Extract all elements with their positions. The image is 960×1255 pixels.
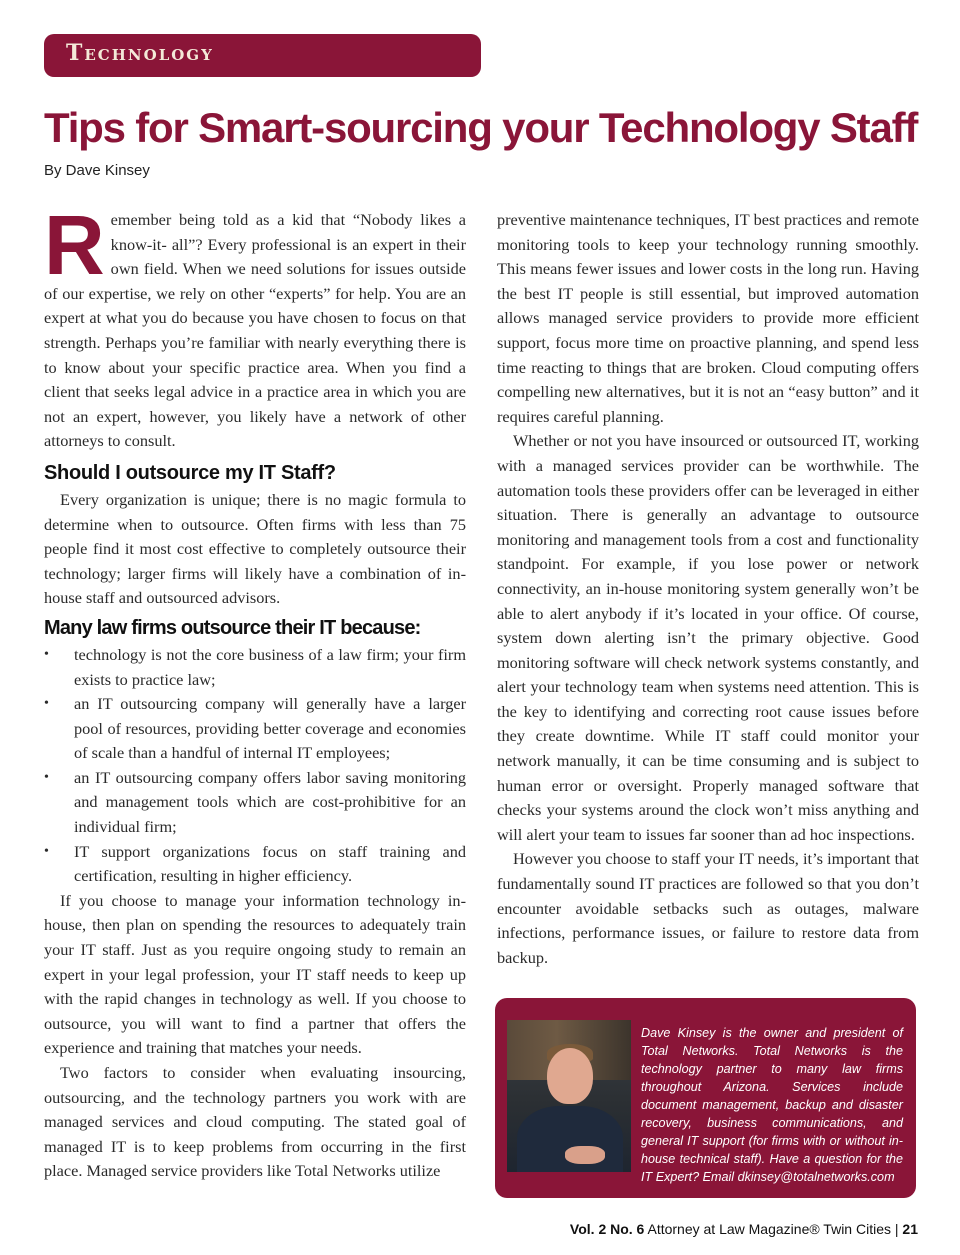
intro-paragraph	[44, 198, 466, 454]
list-item: • an IT outsourcing company will generally have a larger pool of resources, providing better coverage and economies of scale than a handful of internal IT employees;	[44, 692, 466, 766]
section-label: Technology	[66, 40, 214, 66]
section-banner	[44, 34, 481, 77]
author-bio-text: Dave Kinsey is the owner and president of Total Networks. Total Networks is the technology partner to many law firms throughout Arizona. Services include document management, backup and disaster recovery, business communications, and general IT support (for firms with or without in-house technical staff). Have a question for the IT Expert? Email dkinsey@totalnetworks.com	[641, 1026, 903, 1184]
paragraph: However you choose to staff your IT needs, it’s important that fundamentally sound IT practices are followed so that you don’t encounter avoidable setbacks such as outages, malware infections, performance issues, or failure to restore data from backup.	[497, 849, 919, 967]
paragraph: Whether or not you have insourced or outsourced IT, working with a managed services provider can be worthwhile. The automation tools these providers offer can be leveraged in either situation. There is generally an advantage to outsource monitoring and management tools from a cost and functionality standpoint. For example, if you lose power or network connectivity, an in-house monitoring system generally won’t be able to alert anybody if it’s located in your office. Of course, system down alerting isn’t the primary objective. Good monitoring software will check network systems constantly, and alert your technology team when systems need attention. This is the key to identifying and correcting root cause issues before they create downtime. While IT staff could monitor your network manually, it can be time consuming and is subject to human error or oversight. Properly managed software that checks your systems around the clock won’t miss anything and will alert your team to issues far sooner than ad hoc inspections.	[497, 431, 919, 844]
author-photo	[507, 1020, 631, 1172]
byline: By Dave Kinsey	[44, 162, 150, 179]
drop-cap: R	[44, 198, 105, 292]
article-title: Tips for Smart-sourcing your Technology Staff	[44, 104, 918, 151]
left-column	[44, 198, 466, 1184]
page-number: 21	[902, 1221, 918, 1237]
list-item: • technology is not the core business of a law firm; your firm exists to practice law;	[44, 643, 466, 692]
footer-separator: |	[894, 1221, 899, 1237]
footer-volume: Vol. 2 No. 6	[569, 1221, 645, 1237]
right-column	[497, 208, 919, 970]
paragraph: Two factors to consider when evaluating insourcing, outsourcing, and the technology partners you work with are managed services and cloud computing. The stated goal of managed IT is to keep problems from occurring in the first place. Managed service providers like Total Networks utilize	[44, 1063, 466, 1181]
paragraph: Every organization is unique; there is no magic formula to determine when to outsource. Often firms with less than 75 people find it most cost effective to completely outsource their technology; larger firms will likely have a combination of in-house staff and outsourced advisors.	[44, 489, 466, 608]
heading-outsource: Should I outsource my IT Staff?	[44, 461, 336, 484]
list-item: • IT support organizations focus on staff training and certification, resulting in higher efficiency.	[44, 840, 466, 889]
reasons-list	[44, 643, 466, 889]
page-footer	[570, 1221, 918, 1237]
list-item: • an IT outsourcing company offers labor saving monitoring and management tools which are cost-prohibitive for an individual firm;	[44, 766, 466, 840]
heading-reasons: Many law firms outsource their IT because:	[44, 616, 421, 639]
intro-text: emember being told as a kid that “Nobody likes a know-it- all”? Every professional is an expert in their own field. When we need solutions for issues outside of our expertise, we rely on other “experts” for help. You are an expert at what you do because you have chosen to focus on that strength. Perhaps you’re familiar with nearly everything there is to know about your specific practice area. When you find a client that seeks legal advice in a practice area in which you are not an expert, however, you likely have a network of other attorneys to consult.	[44, 210, 466, 451]
paragraph: preventive maintenance techniques, IT best practices and remote monitoring tools to keep your technology running smoothly. This means fewer issues and lower costs in the long run. Having the best IT people is still essential, but improved automation allows managed service providers to provide more efficient support, focus more time on proactive planning, and spend less time reacting to things that are broken. Cloud computing offers compelling new alternatives, but it is not an “easy button” and it requires careful planning.	[497, 210, 919, 426]
footer-magazine: Attorney at Law Magazine® Twin Cities	[647, 1221, 891, 1237]
paragraph: If you choose to manage your information technology in-house, then plan on spending the resources to adequately train your IT staff. Just as you require ongoing study to remain an expert in your legal profession, your IT staff needs to keep up with the rapid changes in technology as well. If you choose to outsource, you will want to find a partner that offers the experience and training that matches your needs.	[44, 890, 466, 1058]
author-bio-box	[495, 998, 916, 1198]
